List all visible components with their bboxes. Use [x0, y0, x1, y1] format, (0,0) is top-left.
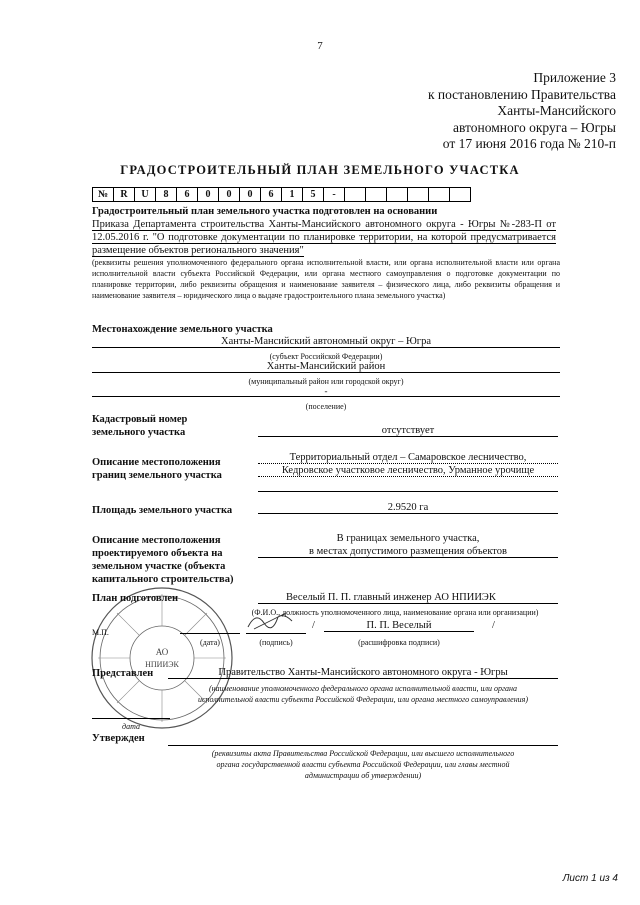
prepared-value: Веселый П. П. главный инженер АО НПИИЭК [258, 592, 558, 604]
boundaries-label-line: Описание местоположения [92, 457, 221, 468]
plan-number-cell: U [135, 188, 156, 202]
plan-number-cell [366, 188, 387, 202]
cadastral-label [92, 413, 187, 439]
sheet-counter: Лист 1 из 4 [562, 873, 618, 884]
plan-number-cell: 0 [198, 188, 219, 202]
boundaries-empty-line [258, 491, 558, 492]
approved-line [168, 745, 558, 746]
location-heading: Местонахождение земельного участка [92, 324, 273, 335]
project-value-line1: В границах земельного участка, [336, 533, 480, 544]
location-settlement-caption: (поселение) [305, 402, 347, 411]
document-title: ГРАДОСТРОИТЕЛЬНЫЙ ПЛАН ЗЕМЕЛЬНОГО УЧАСТКА [120, 163, 520, 177]
prepared-caption: (Ф.И.О., должность уполномоченного лица, наименование органа или организации) [251, 608, 539, 617]
plan-number-cell [387, 188, 408, 202]
signer-name: П. П. Веселый [324, 620, 474, 632]
appendix-line: автономного округа – Югры [453, 119, 616, 135]
mp-label: М.П. [92, 628, 109, 637]
location-subject: Ханты-Мансийский автономный округ – Югра [92, 336, 560, 348]
plan-number-cell: 1 [282, 188, 303, 202]
project-label-line: Описание местоположения [92, 535, 221, 546]
date-line [180, 633, 240, 634]
appendix-block [428, 70, 616, 153]
project-label-line: проектируемого объекта на [92, 548, 223, 559]
presented-label: Представлен [92, 668, 154, 679]
presented-caption-line1: (наименование уполномоченного федерального органа исполнительной власти, или органа [208, 684, 518, 693]
boundaries-value-line2: Кедровское участковое лесничество, Урманное урочище [258, 465, 558, 477]
date-blank-caption: дата [122, 722, 140, 731]
project-label-line: капитального строительства) [92, 574, 234, 585]
area-label: Площадь земельного участка [92, 505, 233, 516]
project-value-line2: в местах допустимого размещения объектов [258, 546, 558, 558]
basis-text-value: Приказа Департамента строительства Ханты-Мансийского автономного округа - Югры №-283-П от 12.05.2016 г. "О подготовке документации по планировке территории, на которой предусматривается размещение объектов регионального значения" [92, 219, 556, 256]
approved-caption-line1: (реквизиты акта Правительства Российской Федерации, или высшего исполнительного [211, 749, 515, 758]
svg-text:АО: АО [155, 647, 169, 657]
plan-number-cell: 5 [303, 188, 324, 202]
location-district: Ханты-Мансийский район [92, 361, 560, 373]
boundaries-label [92, 456, 222, 482]
location-subject-caption: (субъект Российской Федерации) [269, 352, 383, 361]
presented-value: Правительство Ханты-Мансийского автономного округа - Югры [168, 667, 558, 679]
plan-number-cell: - [324, 188, 345, 202]
prepared-label: План подготовлен [92, 593, 179, 604]
plan-number-cell: 0 [219, 188, 240, 202]
plan-number-cell: № [93, 188, 114, 202]
plan-number-cell: 0 [240, 188, 261, 202]
basis-heading: Градостроительный план земельного участка подготовлен на основании [92, 206, 438, 217]
plan-number-cell [429, 188, 450, 202]
slash-left: / [312, 620, 315, 631]
appendix-line: от 17 июня 2016 года № 210-п [442, 136, 616, 151]
appendix-line: Приложение 3 [533, 70, 616, 85]
boundaries-label-line: границ земельного участка [92, 470, 222, 481]
approved-caption-line2: органа государственной власти субъекта Российской Федерации, или главы местной [216, 760, 510, 769]
appendix-line: Ханты-Мансийского [497, 103, 616, 118]
appendix-line: к постановлению Правительства [427, 86, 616, 102]
plan-number-grid [92, 187, 471, 202]
date-caption: (дата) [200, 638, 220, 647]
signer-name-caption: (расшифровка подписи) [358, 638, 440, 647]
project-label-line: земельном участке (объекта [92, 561, 226, 572]
plan-number-cell [408, 188, 429, 202]
boundaries-value-line1: Территориальный отдел – Самаровское лесничество, [258, 452, 558, 464]
cadastral-value: отсутствует [258, 425, 558, 437]
slash-right: / [492, 620, 495, 631]
basis-text [92, 218, 556, 257]
svg-text:НПИИЭК: НПИИЭК [145, 660, 179, 669]
plan-number-cell: 6 [177, 188, 198, 202]
date-blank-line [92, 718, 170, 719]
plan-number-cell: 8 [156, 188, 177, 202]
plan-number-cell [345, 188, 366, 202]
location-district-caption: (муниципальный район или городской округ) [248, 377, 404, 386]
cadastral-label-line: Кадастровый номер [92, 414, 188, 425]
signature-line [246, 633, 306, 634]
presented-caption-line2: исполнительной власти субъекта Российской Федерации, или органа местного самоуправления) [197, 695, 529, 704]
basis-caption: (реквизиты решения уполномоченного федерального органа исполнительной власти, или органа исполнительной власти или органа исполнительной власти субъекта Российской Федерации, или органа местного самоуправления о подготовке документации по планировке территории, либо реквизиты обращения и наименование заявителя – физического лица, либо реквизиты обращения и наименование заявителя – юридического лица о выдаче градостроительного плана земельного участка) [92, 258, 560, 300]
page-number: 7 [317, 40, 323, 52]
approved-caption-line3: администрации об утверждении) [304, 771, 422, 780]
plan-number-cell: R [114, 188, 135, 202]
approved-label: Утвержден [92, 733, 145, 744]
location-settlement: - [92, 386, 560, 397]
cadastral-label-line: земельного участка [92, 427, 186, 438]
area-value: 2.9520 га [258, 502, 558, 514]
plan-number-cell: 6 [261, 188, 282, 202]
plan-number-cell [450, 188, 471, 202]
signature-caption: (подпись) [259, 638, 293, 647]
